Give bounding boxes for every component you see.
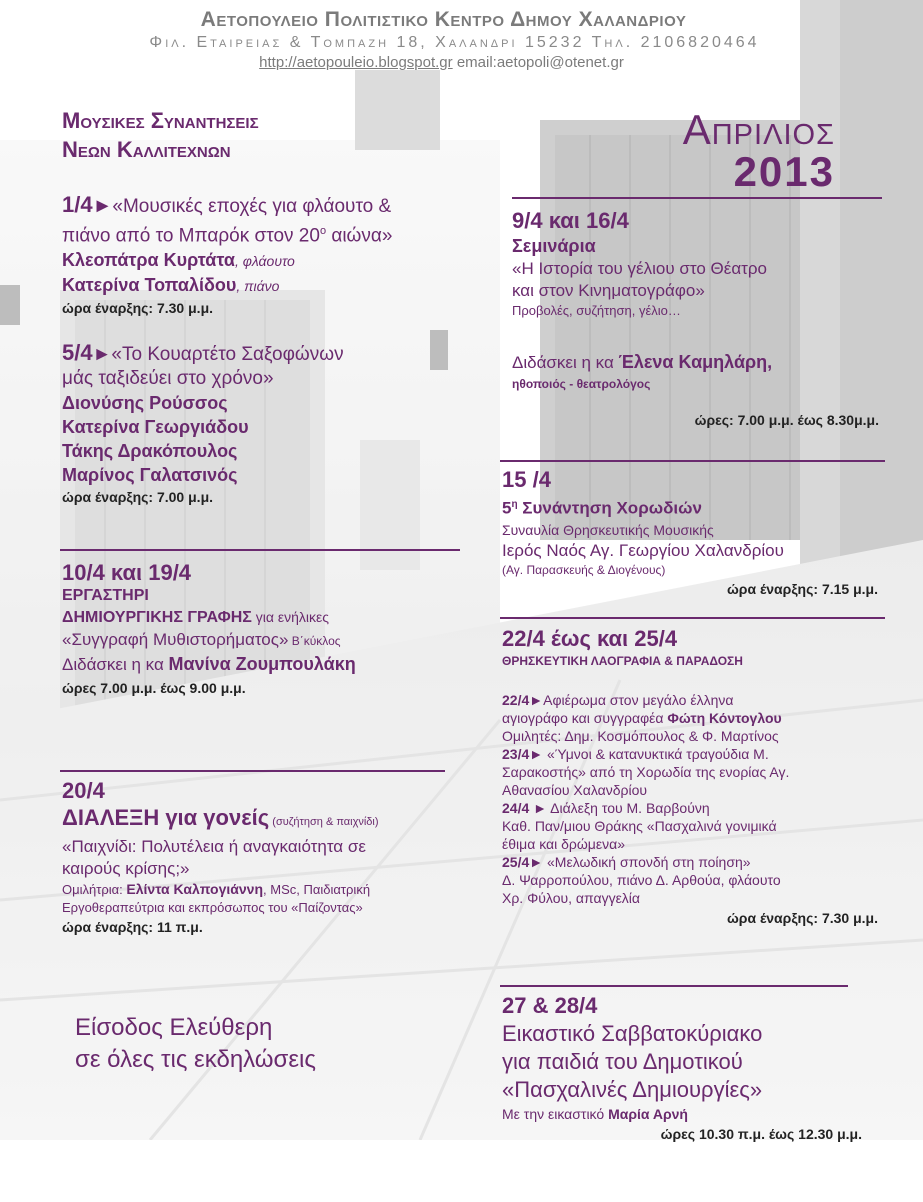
performer-name: Κατερίνα Γεωργιάδου (62, 417, 249, 437)
event-22-4: 22/4 έως και 25/4 ΘΡΗΣΚΕΥΤΙΚΗ ΛΑΟΓΡΑΦΙΑ & ΠΑΡΑΔΟΣΗ 22/4►Αφιέρωμα στον μεγάλο έλληνα αγιογράφο και συγγραφέα Φώτη Κόντογλου Ομιλητές: Δημ. Κοσμόπουλος & Φ. Μαρτίνος 23/4► «Ύμνοι & κατανυκτικά τραγούδια Μ. Σαρακοστής» από τη Χορωδία της ενορίας Αγ. Αθανασίου Χαλανδρίου 24/4 ► Διάλεξη του Μ. Βαρβούνη Καθ. Παν/μιου Θράκης «Πασχαλινά γονιμικά έθιμα και δρώμενα» 25/4► «Μελωδική σπονδή στη ποίηση» Δ. Ψαρροπούλου, πιάνο Δ. Αρθούα, φλάουτο Χρ. Φύλου, απαγγελία ώρα έναρξης: 7.30 μ.μ. (502, 625, 882, 929)
start-time: ώρα έναρξης: 11 π.μ. (62, 919, 203, 935)
month-title: Απριλιος (682, 106, 835, 153)
event-10-4: 10/4 και 19/4 ΕΡΓΑΣΤΗΡΙ ΔΗΜΙΟΥΡΓΙΚΗΣ ΓΡΑΦΗΣ για ενήλικες «Συγγραφή Μυθιστορήματος» Β΄κύκλος Διδάσκει η κα Μανίνα Ζουμπουλάκη ώρες 7.00 μ.μ. έως 9.00 μ.μ. (62, 560, 482, 698)
event-date: 20/4 (62, 778, 105, 803)
start-time: ώρες 10.30 π.μ. έως 12.30 μ.μ. (660, 1126, 862, 1142)
event-date: 22/4 έως και 25/4 (502, 626, 678, 651)
start-time: ώρα έναρξης: 7.15 μ.μ. (726, 580, 878, 597)
event-date: 5/4 (62, 340, 93, 365)
divider (60, 549, 460, 551)
start-time: ώρες 7.00 μ.μ. έως 9.00 μ.μ. (62, 680, 246, 696)
series-title: Μουσικες Συναντησεις Νεων Καλλιτεχνων (62, 108, 259, 162)
event-date: 10/4 και 19/4 (62, 560, 192, 585)
performer-name: Τάκης Δρακόπουλος (62, 441, 238, 461)
divider (500, 617, 885, 619)
center-address: Φιλ. Εταιρειας & Τομπαζη 18, Χαλανδρι 15232 Τηλ. 2106820464 (149, 34, 760, 51)
event-15-4: 15 /4 $5^\eta$ Συνάντηση Χορωδιών Συναυλία Θρησκευτικής Μουσικής Ιερός Ναός Αγ. Γεωργίου Χαλανδρίου (Αγ. Παρασκευής & Διογένους) ώρα έναρξης: 7.15 μ.μ. (502, 466, 882, 600)
event-date: 15 /4 (502, 467, 551, 492)
performer-name: Κατερίνα Τοπαλίδου (62, 275, 237, 296)
email-text: email:aetopoli@otenet.gr (456, 54, 624, 71)
start-time: ώρα έναρξης: 7.00 μ.μ. (62, 489, 214, 505)
event-date: 9/4 και 16/4 (512, 208, 629, 233)
divider (512, 197, 882, 199)
year-title: 2013 (733, 148, 835, 195)
divider (500, 460, 885, 462)
event-27-4: 27 & 28/4 Εικαστικό Σαββατοκύριακο για παιδιά του Δημοτικού «Πασχαλινές Δημιουργίες» Με την εικαστικό Μαρία Αρνή ώρες 10.30 π.μ. έως 12.30 μ.μ. (502, 992, 902, 1144)
start-time: ώρα έναρξης: 7.30 μ.μ. (62, 300, 214, 317)
event-1-4: 1/4►«Μουσικές εποχές για φλάουτο & πιάνο από το Μπαρόκ στον $20^o$ αιώνα» Κλεοπάτρα Κυρτάτα, φλάουτο Κατερίνα Τοπαλίδου, πιάνο ώρα έναρξης: 7.30 μ.μ. (62, 193, 482, 318)
event-20-4: 20/4 ΔΙΑΛΕΞΗ για γονείς (συζήτηση & παιχνίδι) «Παιχνίδι: Πολυτέλεια ή αναγκαιότητα σε καιρούς κρίσης;» Ομιλήτρια: Ελίντα Καλπογιάννη, MSc, Παιδιατρική Εργοθεραπεύτρια και εκπρόσωπος του «Παίζοντας» ώρα έναρξης: 11 π.μ. (62, 778, 502, 937)
arrow-icon: ► (92, 344, 112, 365)
free-entry-note: Είσοδος Ελεύθερη σε όλες τις εκδηλώσεις (75, 1014, 316, 1073)
event-date: 27 & 28/4 (502, 993, 598, 1018)
blog-link[interactable]: http://aetopouleio.blogspot.gr (259, 54, 453, 71)
start-time: ώρα έναρξης: 7.30 μ.μ. (726, 910, 878, 926)
event-9-4: 9/4 και 16/4 Σεμινάρια «Η Ιστορία του γέλιου στο Θέατρο και στον Κινηματογράφο» Προβολές, συζήτηση, γέλιο… Διδάσκει η κα Έλενα Καμηλάρη, ηθοποιός - θεατρολόγος ώρες: 7.00 μ.μ. έως 8.30μ.μ. (512, 208, 887, 430)
performer-name: Μαρίνος Γαλατσινός (62, 465, 238, 485)
center-title: Αετοπουλειο Πολιτιστικο Κεντρο Δημου Χαλανδριου (200, 8, 687, 31)
performer-name: Κλεοπάτρα Κυρτάτα (62, 250, 235, 271)
divider (500, 985, 848, 987)
arrow-icon: ► (92, 195, 113, 217)
start-time: ώρες: 7.00 μ.μ. έως 8.30μ.μ. (694, 412, 879, 428)
event-date: 1/4 (62, 192, 93, 217)
header (0, 8, 923, 71)
event-5-4: 5/4►«Το Κουαρτέτο Σαξοφώνων μάς ταξιδεύει στο χρόνο» Διονύσης Ρούσσος Κατερίνα Γεωργιάδου Τάκης Δρακόπουλος Μαρίνος Γαλατσινός ώρα έναρξης: 7.00 μ.μ. (62, 341, 482, 507)
divider (60, 770, 445, 772)
performer-name: Διονύσης Ρούσσος (62, 393, 228, 413)
